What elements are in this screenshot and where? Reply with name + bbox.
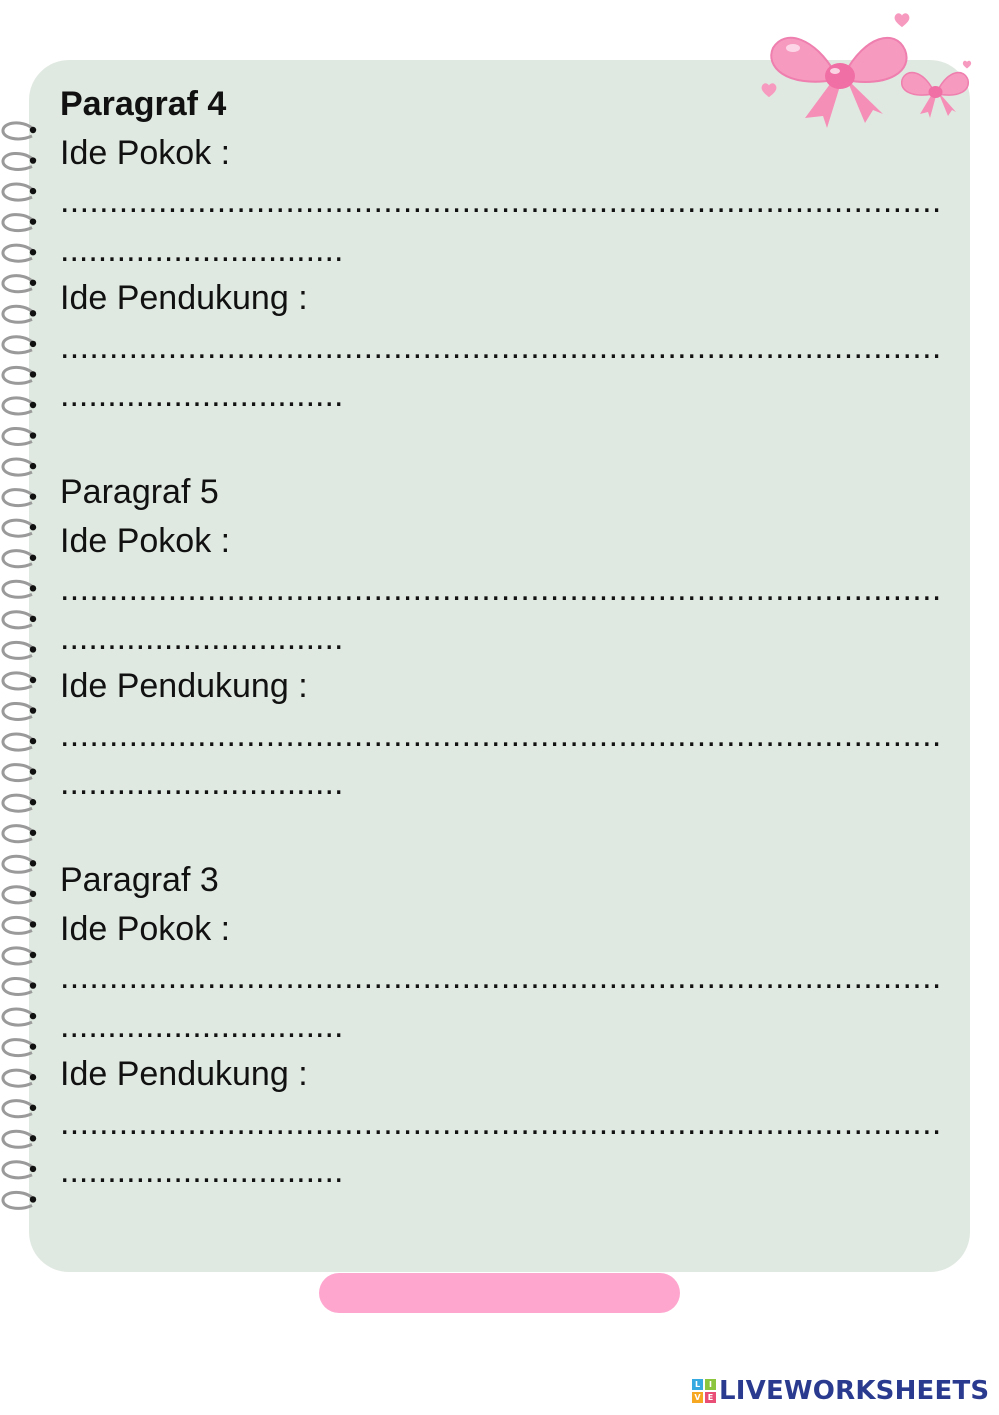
spiral-ring xyxy=(3,398,32,414)
spiral-ring xyxy=(3,826,32,842)
spiral-hole xyxy=(30,493,36,499)
spiral-ring xyxy=(3,1192,32,1208)
spiral-ring xyxy=(3,1162,32,1178)
section-title: Paragraf 5 xyxy=(60,473,219,511)
spiral-hole xyxy=(30,616,36,622)
spiral-ring xyxy=(3,337,32,353)
answer-line[interactable]: .............................. xyxy=(60,230,344,269)
ide-pokok-label: Ide Pokok : xyxy=(60,909,231,948)
spiral-ring xyxy=(3,1009,32,1025)
ide-pokok-label: Ide Pokok : xyxy=(60,133,231,172)
spiral-ring xyxy=(3,703,32,719)
section-title: Paragraf 4 xyxy=(60,85,227,123)
spiral-hole xyxy=(30,921,36,927)
paragraph-section xyxy=(60,80,970,420)
spiral-hole xyxy=(30,1135,36,1141)
spiral-hole xyxy=(30,280,36,286)
spiral-hole xyxy=(30,249,36,255)
spiral-ring xyxy=(3,581,32,597)
logo-text: LIVEWORKSHEETS xyxy=(719,1376,990,1406)
section-spacer xyxy=(60,420,970,469)
spiral-ring xyxy=(3,215,32,231)
spiral-ring xyxy=(3,276,32,292)
section-spacer xyxy=(60,808,970,857)
spiral-hole xyxy=(30,585,36,591)
logo-letter: E xyxy=(705,1392,716,1403)
spiral-hole xyxy=(30,432,36,438)
spiral-hole xyxy=(30,1105,36,1111)
spiral-hole xyxy=(30,1043,36,1049)
spiral-hole xyxy=(30,860,36,866)
paragraph-section xyxy=(60,468,970,808)
logo-letter: I xyxy=(705,1379,716,1390)
spiral-hole xyxy=(30,799,36,805)
spiral-ring xyxy=(3,306,32,322)
spiral-ring xyxy=(3,917,32,933)
spiral-hole xyxy=(30,830,36,836)
spiral-ring xyxy=(3,673,32,689)
spiral-ring xyxy=(3,765,32,781)
spiral-ring xyxy=(3,245,32,261)
spiral-ring xyxy=(3,459,32,475)
spiral-ring xyxy=(3,948,32,964)
spiral-ring xyxy=(3,795,32,811)
spiral-hole xyxy=(30,157,36,163)
spiral-hole xyxy=(30,707,36,713)
spiral-ring xyxy=(3,887,32,903)
spiral-ring xyxy=(3,734,32,750)
answer-line[interactable]: .............................. xyxy=(60,1006,344,1045)
worksheet-content xyxy=(60,80,970,1196)
heart-icon xyxy=(962,60,972,69)
logo-squares-icon xyxy=(692,1379,716,1403)
answer-line[interactable]: .......................................................................................... xyxy=(60,1103,942,1142)
spiral-hole xyxy=(30,341,36,347)
spiral-hole xyxy=(30,310,36,316)
spiral-hole xyxy=(30,646,36,652)
heart-icon xyxy=(893,12,911,28)
spiral-hole xyxy=(30,371,36,377)
answer-line[interactable]: .............................. xyxy=(60,376,344,414)
spiral-binding-icon xyxy=(0,118,44,1228)
answer-line[interactable]: .......................................................................................... xyxy=(60,327,942,366)
section-title: Paragraf 3 xyxy=(60,861,219,899)
spiral-hole xyxy=(30,1166,36,1172)
spiral-ring xyxy=(3,1070,32,1086)
spiral-ring xyxy=(3,1131,32,1147)
spiral-hole xyxy=(30,188,36,194)
spiral-ring xyxy=(3,978,32,994)
answer-line[interactable]: .............................. xyxy=(60,618,344,657)
answer-line[interactable]: .............................. xyxy=(60,1152,344,1190)
spiral-hole xyxy=(30,677,36,683)
spiral-ring xyxy=(3,612,32,628)
spiral-hole xyxy=(30,524,36,530)
spiral-hole xyxy=(30,1074,36,1080)
spiral-hole xyxy=(30,463,36,469)
spiral-ring xyxy=(3,123,32,139)
paragraph-section xyxy=(60,856,970,1196)
spiral-ring xyxy=(3,367,32,383)
spiral-hole xyxy=(30,768,36,774)
answer-line[interactable]: .......................................................................................... xyxy=(60,570,942,608)
spiral-hole xyxy=(30,1196,36,1202)
spiral-hole xyxy=(30,738,36,744)
answer-line[interactable]: .............................. xyxy=(60,764,344,802)
spiral-ring xyxy=(3,642,32,658)
spiral-ring xyxy=(3,153,32,169)
spiral-ring xyxy=(3,856,32,872)
spiral-ring xyxy=(3,1040,32,1056)
answer-line[interactable]: .......................................................................................... xyxy=(60,182,942,220)
spiral-ring xyxy=(3,184,32,200)
spiral-hole xyxy=(30,952,36,958)
logo-letter: L xyxy=(692,1379,703,1390)
ide-pendukung-label: Ide Pendukung : xyxy=(60,667,308,705)
spiral-ring xyxy=(3,490,32,506)
spiral-hole xyxy=(30,218,36,224)
logo-letter: V xyxy=(692,1392,703,1403)
liveworksheets-logo xyxy=(692,1373,989,1409)
spiral-ring xyxy=(3,428,32,444)
spiral-ring xyxy=(3,1101,32,1117)
spiral-hole xyxy=(30,1013,36,1019)
ide-pokok-label: Ide Pokok : xyxy=(60,521,231,560)
ide-pendukung-label: Ide Pendukung : xyxy=(60,1055,308,1093)
spiral-ring xyxy=(3,551,32,567)
spiral-hole xyxy=(30,555,36,561)
spiral-hole xyxy=(30,402,36,408)
answer-line[interactable]: .......................................................................................... xyxy=(60,958,942,996)
ide-pendukung-label: Ide Pendukung : xyxy=(60,279,308,317)
pink-decorative-bar xyxy=(319,1273,680,1313)
spiral-hole xyxy=(30,891,36,897)
answer-line[interactable]: .......................................................................................... xyxy=(60,715,942,754)
spiral-hole xyxy=(30,982,36,988)
spiral-hole xyxy=(30,127,36,133)
spiral-ring xyxy=(3,520,32,536)
